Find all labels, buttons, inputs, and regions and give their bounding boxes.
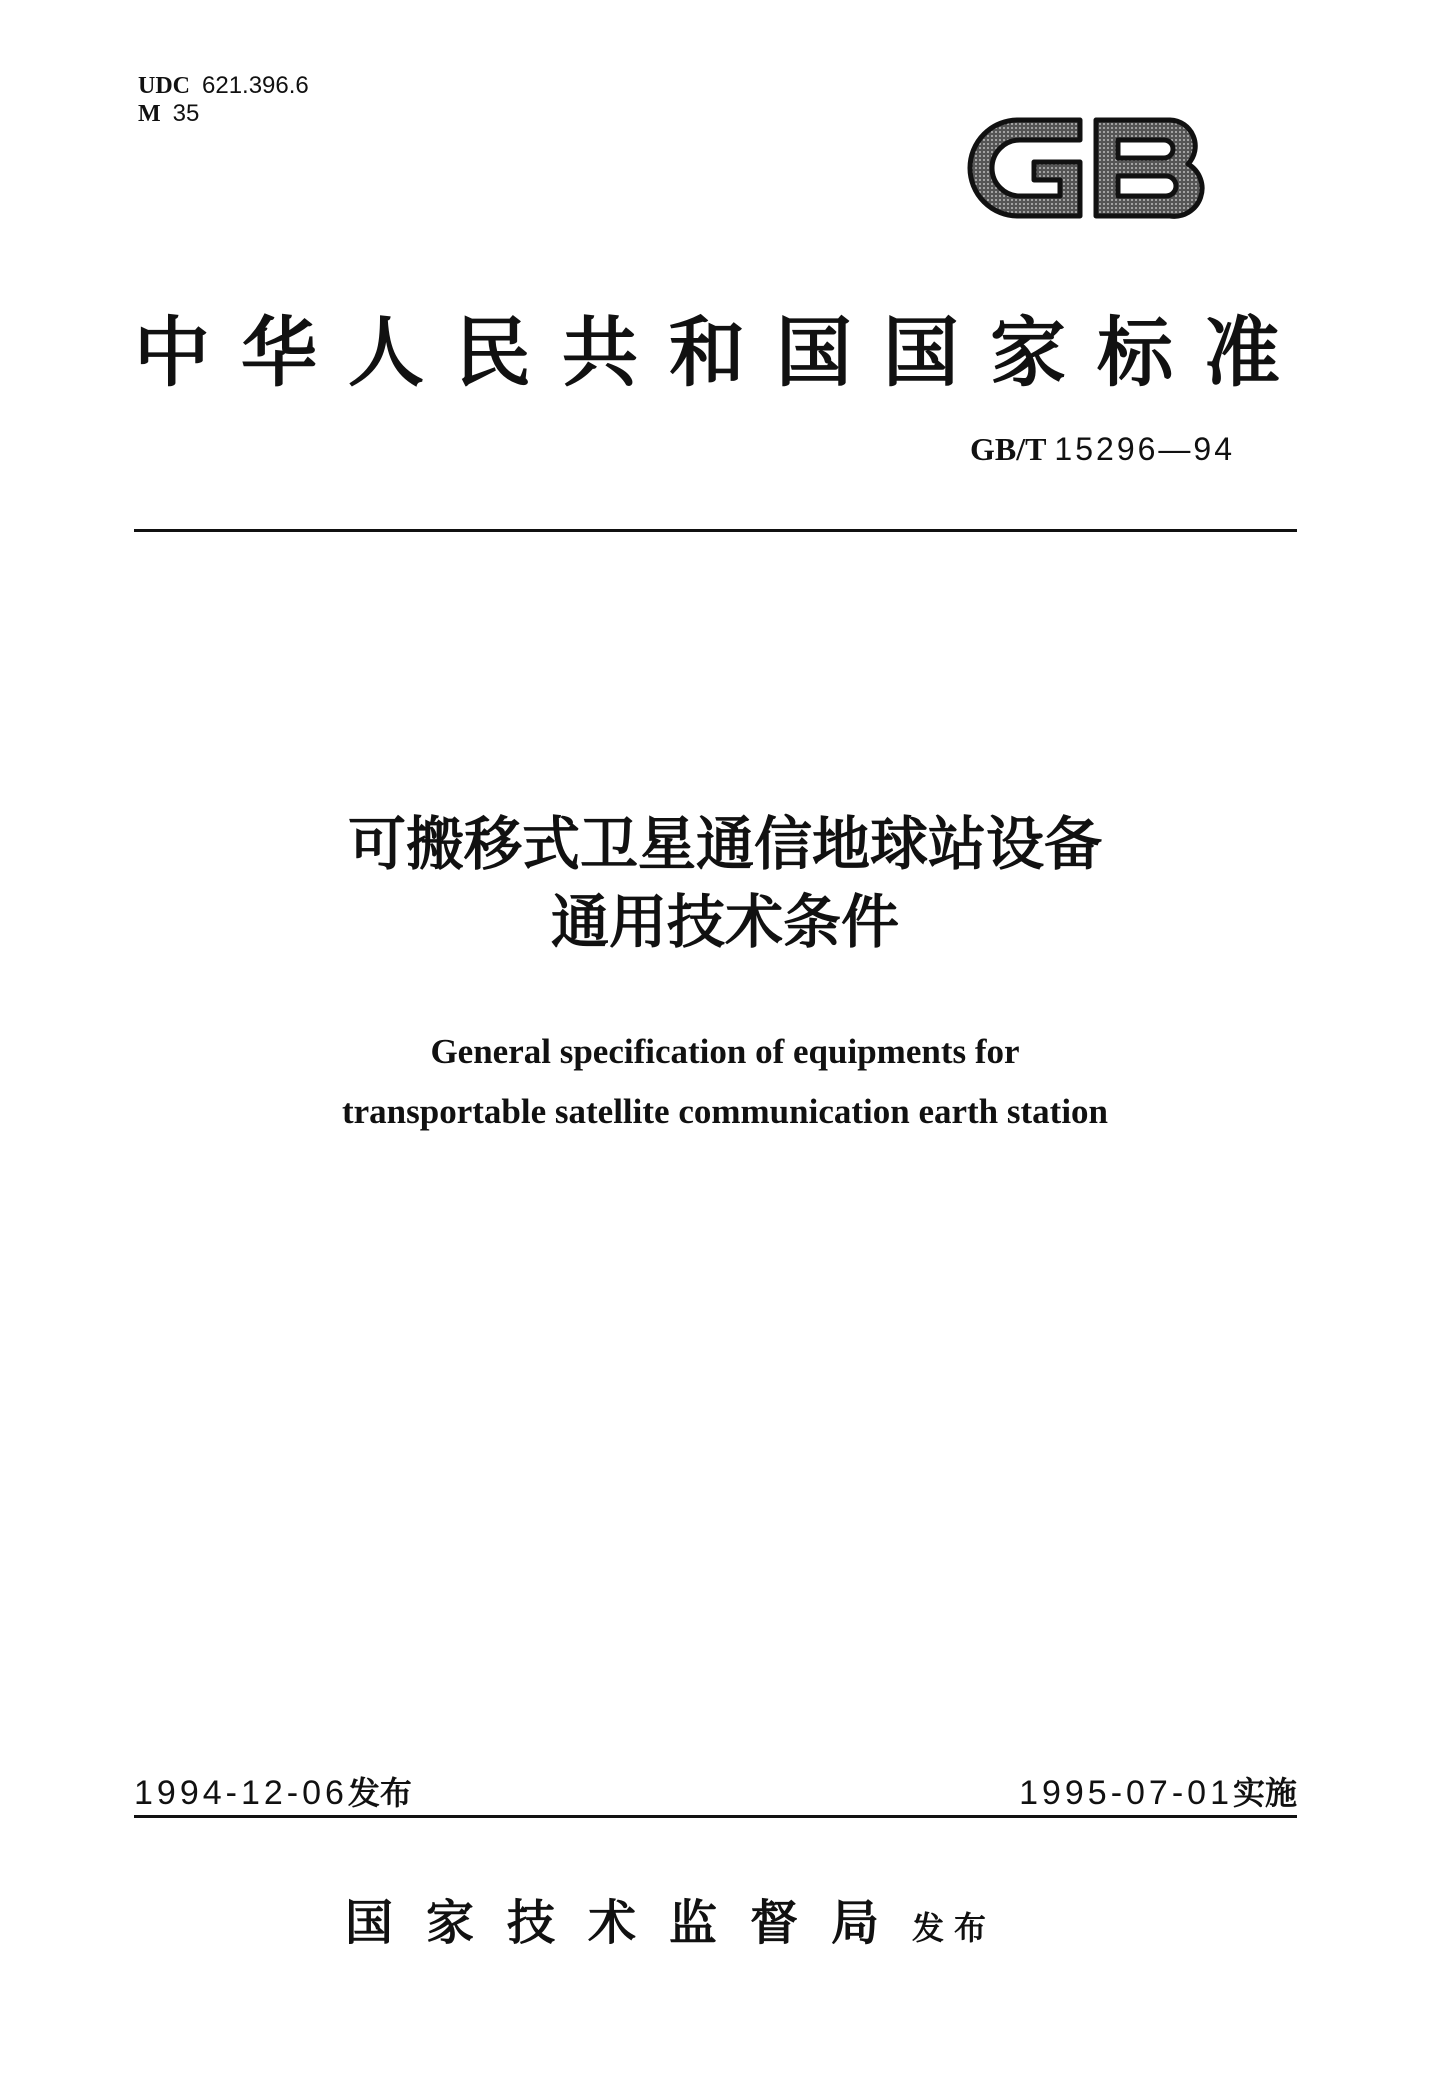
effective-date	[1019, 1768, 1297, 1814]
m-value: 35	[172, 100, 200, 127]
publish-date-value: 1994-12-06	[134, 1774, 348, 1812]
standard-code-prefix: GB/T	[969, 431, 1047, 467]
english-title-line-2: transportable satellite communication earth station	[341, 1092, 1109, 1131]
bottom-divider	[134, 1815, 1297, 1818]
publish-date	[134, 1768, 412, 1814]
standard-code-number: 15296—94	[1054, 431, 1235, 467]
classification-codes	[138, 72, 309, 128]
effective-date-suffix: 实施	[1232, 1774, 1297, 1812]
m-label: M	[138, 101, 161, 127]
chinese-title	[0, 805, 1450, 961]
top-divider	[134, 529, 1297, 532]
standard-title: 中华人民共和国国家标准	[134, 308, 1311, 397]
publish-date-suffix: 发布	[347, 1774, 412, 1812]
issuer-name: 国家技术监督局	[345, 1895, 913, 1951]
issuer	[345, 1884, 996, 1953]
gb-logo	[962, 98, 1217, 238]
english-title-line-1: General specification of equipments for	[430, 1032, 1020, 1071]
udc-label: UDC	[138, 73, 190, 99]
issuer-action: 发布	[912, 1909, 997, 1947]
m-row	[138, 100, 309, 128]
udc-row	[138, 72, 309, 100]
udc-value: 621.396.6	[202, 72, 309, 99]
english-title	[0, 1022, 1450, 1142]
standard-code	[970, 430, 1235, 468]
chinese-title-line-1: 可搬移式卫星通信地球站设备	[347, 810, 1102, 878]
chinese-title-line-2: 通用技术条件	[550, 888, 899, 956]
effective-date-value: 1995-07-01	[1019, 1774, 1233, 1812]
